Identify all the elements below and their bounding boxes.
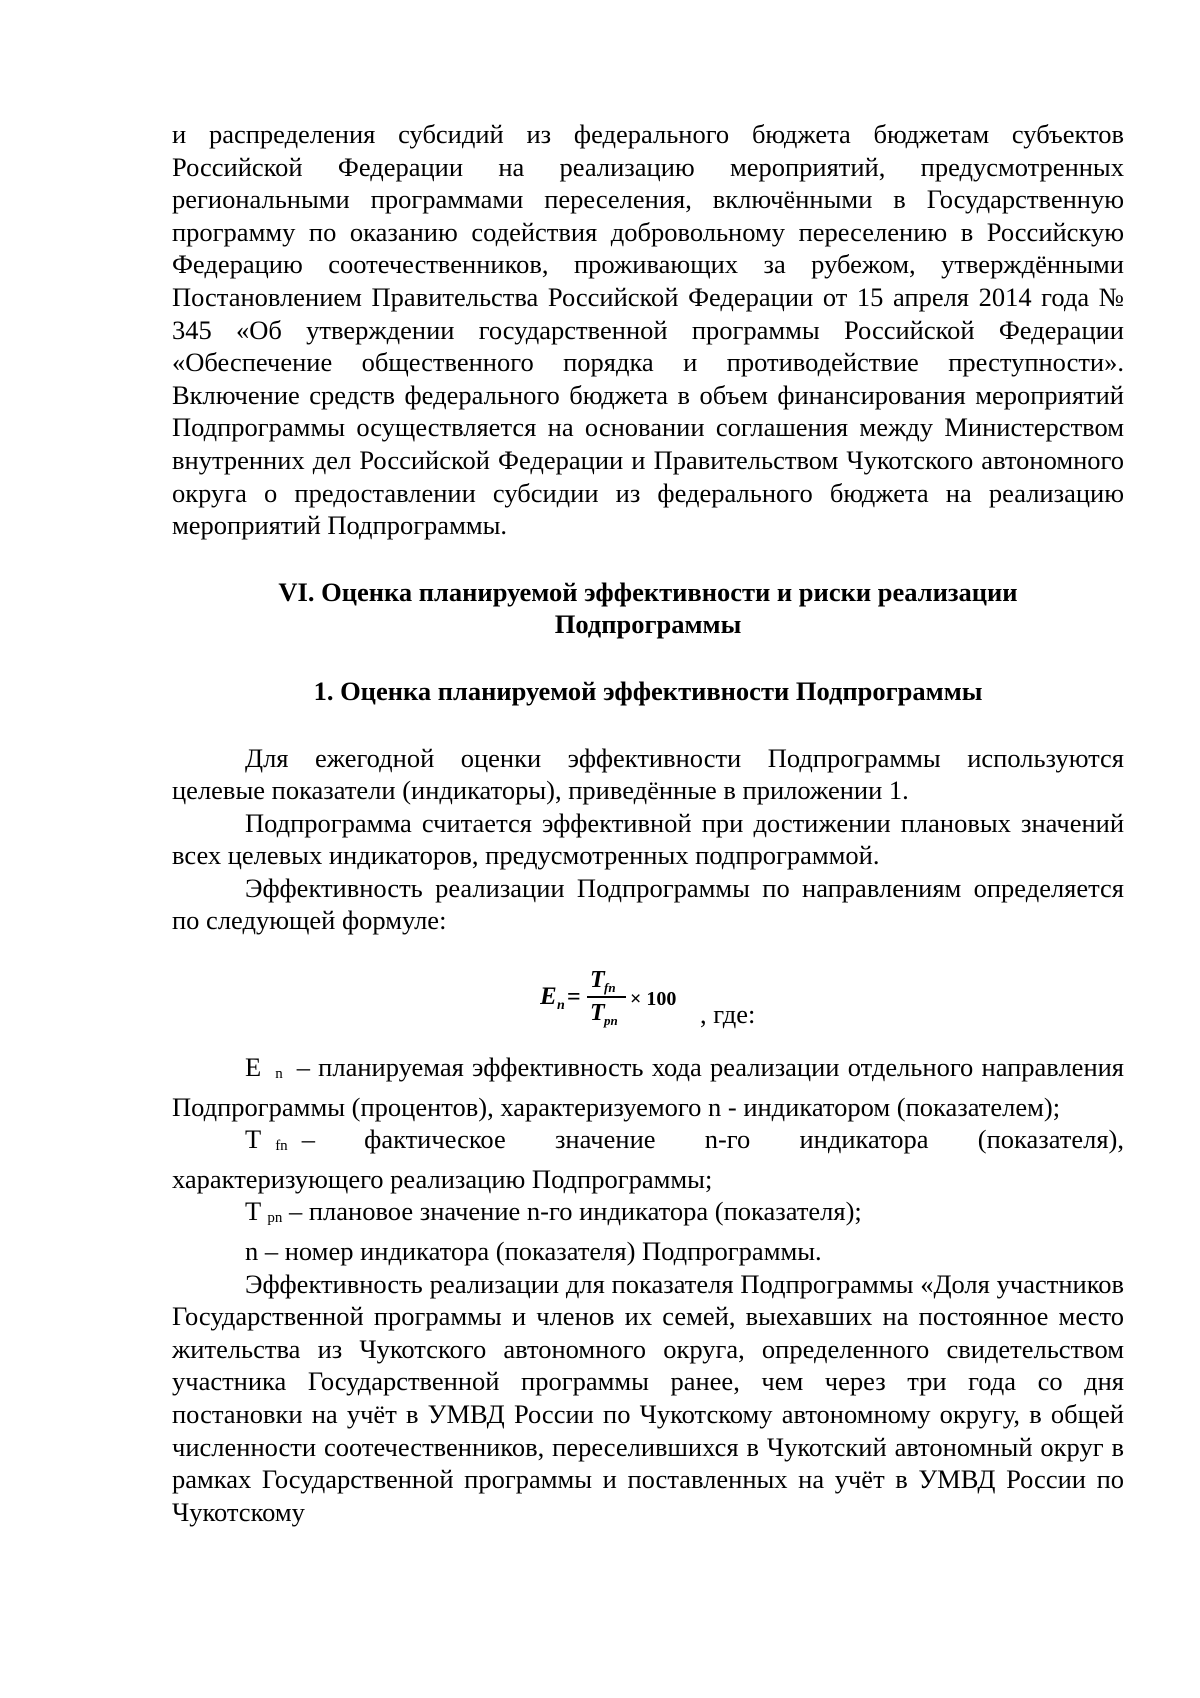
paragraph-indicators: Для ежегодной оценки эффективности Подпрограммы используются целевые показатели (индикаторы), приведённые в приложении 1. (172, 742, 1124, 806)
document-page (172, 118, 1124, 1528)
definition-tpn-text: – плановое значение n-го индикатора (показателя); (288, 1196, 862, 1227)
efficiency-formula (540, 957, 690, 1035)
definition-en (172, 1051, 1124, 1123)
formula-tail: , где: (700, 999, 756, 1030)
formula-denominator-sub: pn (604, 1013, 618, 1029)
definition-tfn-symbol: T (245, 1124, 262, 1155)
formula-lhs-sub: n (557, 998, 565, 1014)
spacer (172, 542, 1124, 576)
definition-tfn (172, 1123, 1124, 1195)
paragraph-efficiency-condition: Подпрограмма считается эффективной при достижении плановых значений всех целевых индикаторов, предусмотренных подпрограммой. (172, 807, 1124, 871)
formula-row (172, 957, 1124, 1041)
definition-tpn-subscript: pn (267, 1210, 283, 1227)
definition-tfn-text: – фактическое значение n-го индикатора (показателя), характеризующего реализацию Подпрограммы; (172, 1124, 1124, 1194)
definition-tpn (172, 1195, 1124, 1235)
definition-en-symbol: E (245, 1052, 262, 1083)
definition-tfn-subscript: fn (275, 1138, 288, 1155)
formula-denominator: T (590, 1000, 605, 1027)
formula-numerator: T (590, 967, 605, 994)
paragraph-formula-intro: Эффективность реализации Подпрограммы по направлениям определяется по следующей формуле: (172, 872, 1124, 936)
formula-multiplier: × 100 (630, 988, 677, 1011)
definition-n: n – номер индикатора (показателя) Подпрограммы. (245, 1236, 822, 1267)
spacer (172, 641, 1124, 675)
definition-en-subscript: n (275, 1066, 283, 1083)
definition-en-text: – планируемая эффективность хода реализации отдельного направления Подпрограммы (процентов), характеризуемого n - индикатором (показателем); (172, 1052, 1124, 1122)
final-paragraph: Эффективность реализации для показателя Подпрограммы «Доля участников Государственной программы и членов их семей, выехавших на постоянное место жительства из Чукотского автономного округа, определенного свидетельством участника Государственной программы ранее, чем через три года со дня постановки на учёт в УМВД России по Чукотскому автономному округу, в общей численности соотечественников, переселившихся в Чукотский автономный округ в рамках Государственной программы и поставленных на учёт в УМВД России по Чукотскому (172, 1268, 1124, 1527)
formula-equals: = (567, 984, 581, 1011)
section-heading-line1: VI. Оценка планируемой эффективности и риски реализации (278, 576, 1018, 607)
definition-tpn-symbol: T (245, 1196, 261, 1227)
section-heading-line2: Подпрограммы (554, 609, 742, 640)
subsection-heading: 1. Оценка планируемой эффективности Подпрограммы (313, 675, 983, 706)
formula-lhs: E (540, 983, 557, 1011)
spacer (172, 708, 1124, 742)
intro-paragraph: и распределения субсидий из федерального бюджета бюджетам субъектов Российской Федерации на реализацию мероприятий, предусмотренных региональными программами переселения, включёнными в Государственную программу по оказанию содействия добровольному переселению в Российскую Федерацию соотечественников, проживающих за рубежом, утверждёнными Постановлением Правительства Российской Федерации от 15 апреля 2014 года № 345 «Об утверждении государственной программы Российской Федерации «Обеспечение общественного порядка и противодействие преступности». Включение средств федерального бюджета в объем финансирования мероприятий Подпрограммы осуществляется на основании соглашения между Министерством внутренних дел Российской Федерации и Правительством Чукотского автономного округа о предоставлении субсидии из федерального бюджета на реализацию мероприятий Подпрограммы. (172, 119, 1124, 541)
formula-numerator-sub: fn (604, 980, 616, 996)
